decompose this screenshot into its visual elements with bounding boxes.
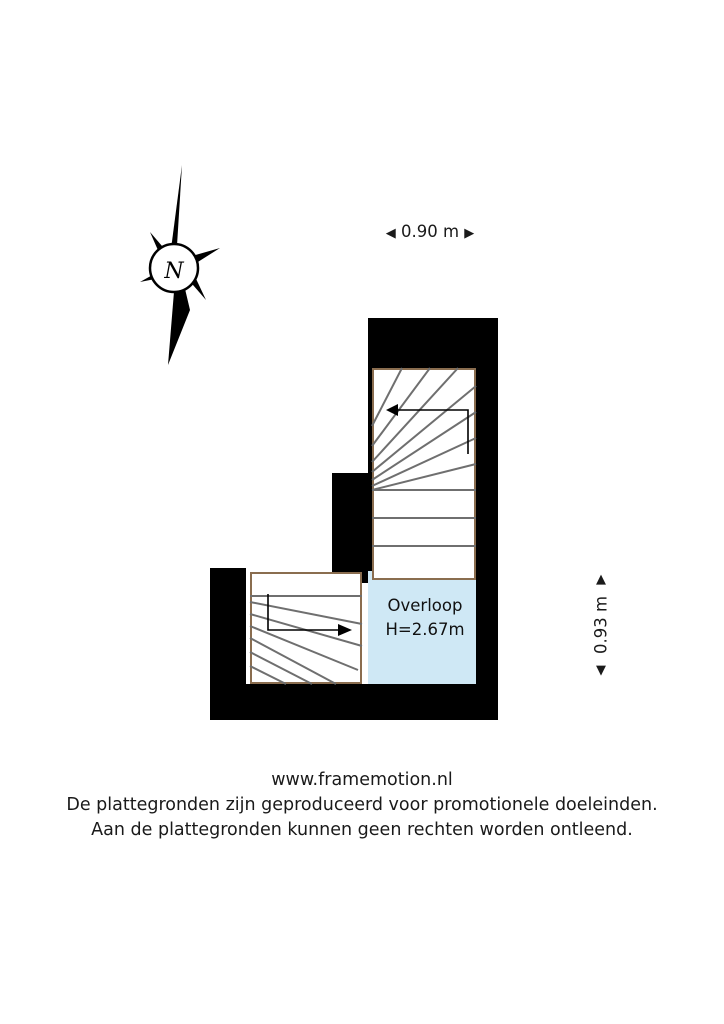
dimension-up-arrow-icon: ▲ bbox=[596, 572, 606, 587]
dimension-top bbox=[340, 222, 520, 241]
room-label-overloop bbox=[370, 594, 480, 642]
footer bbox=[0, 768, 724, 843]
dimension-down-arrow-icon: ▼ bbox=[596, 663, 606, 678]
footer-disclaimer-line-1: De plattegronden zijn geproduceerd voor promotionele doeleinden. bbox=[66, 794, 658, 815]
dimension-right bbox=[566, 560, 636, 690]
room-height-text: H=2.67m bbox=[385, 619, 465, 639]
floorplan-drawing bbox=[210, 318, 510, 728]
wall-bottom bbox=[210, 684, 498, 720]
dimension-right-label: 0.93 m bbox=[591, 595, 611, 655]
dimension-right-arrow-icon: ▶ bbox=[464, 226, 475, 241]
room-name-text: Overloop bbox=[387, 596, 463, 615]
footer-disclaimer-line-2: Aan de plattegronden kunnen geen rechten worden ontleend. bbox=[91, 819, 633, 840]
svg-text:N: N bbox=[164, 259, 184, 284]
footer-url[interactable]: www.framemotion.nl bbox=[271, 770, 453, 790]
dimension-top-label: 0.90 m bbox=[400, 222, 460, 241]
wall-middle-stub bbox=[332, 473, 374, 583]
stairs-lower-icon bbox=[250, 572, 362, 684]
stairs-upper-icon bbox=[372, 368, 476, 580]
dimension-left-arrow-icon: ◀ bbox=[385, 226, 396, 241]
